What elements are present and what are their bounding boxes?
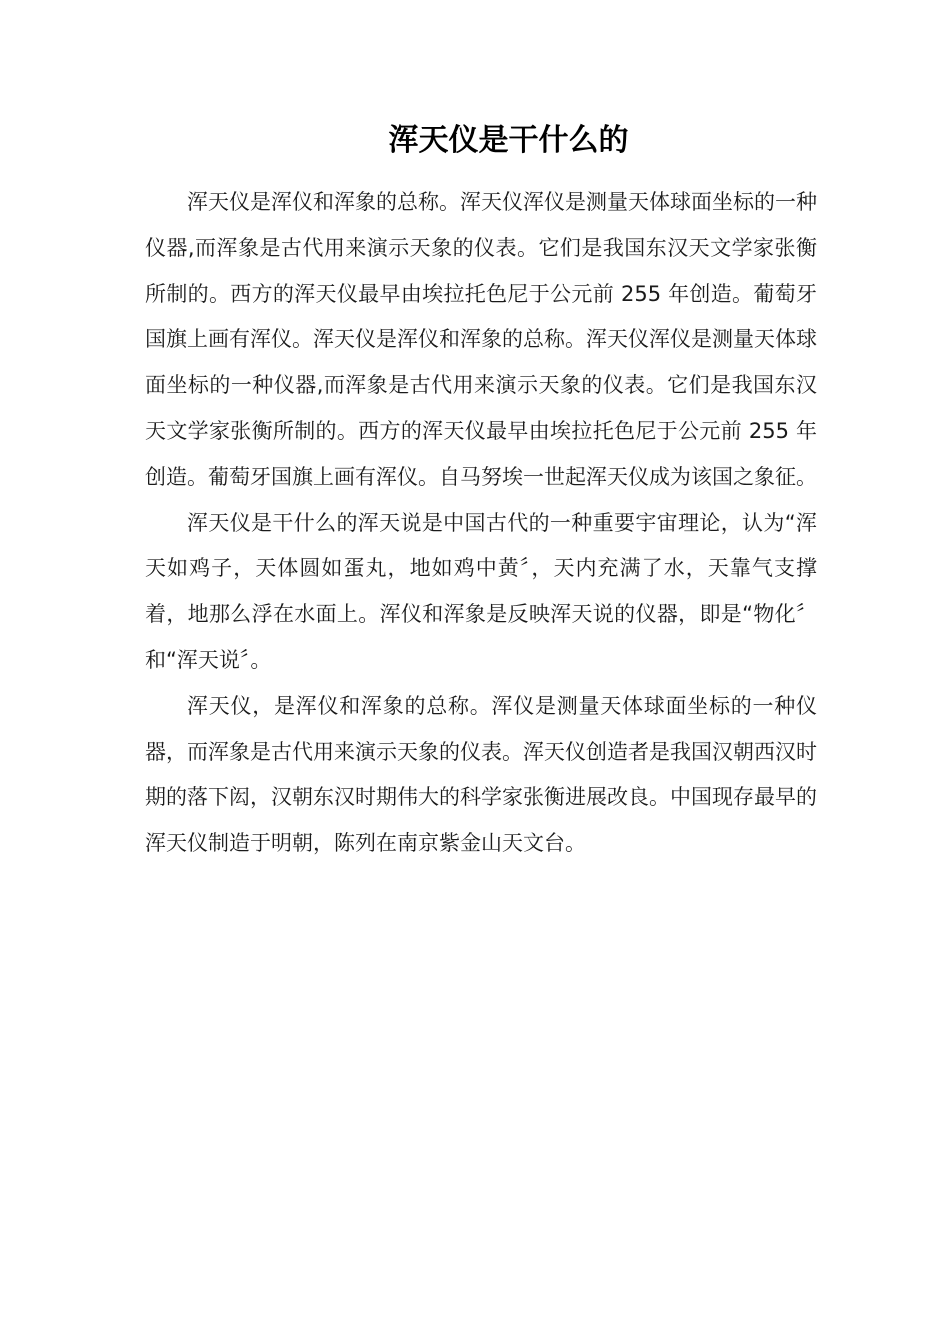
document-title: 浑天仪是干什么的 xyxy=(388,123,629,158)
document-body xyxy=(145,180,817,867)
paragraph-1: 浑天仪是浑仪和浑象的总称。浑天仪浑仪是测量天体球面坐标的一种仪器,而浑象是古代用来演示天象的仪表。它们是我国东汉天文学家张衡所制的。西方的浑天仪最早由埃拉托色尼于公元前 255 年创造。葡萄牙国旗上画有浑仪。浑天仪是浑仪和浑象的总称。浑天仪浑仪是测量天体球面坐标的一种仪器,而浑象是古代用来演示天象的仪表。它们是我国东汉天文学家张衡所制的。西方的浑天仪最早由埃拉托色尼于公元前 255 年创造。葡萄牙国旗上画有浑仪。自马努埃一世起浑天仪成为该国之象征。 xyxy=(145,190,817,489)
paragraph-2: 浑天仪是干什么的浑天说是中国古代的一种重要宇宙理论，认为“浑天如鸡子，天体圆如蛋丸，地如鸡中黄〞，天内充满了水，天靠气支撑着，地那么浮在水面上。浑仪和浑象是反映浑天说的仪器，即是“物化〞和“浑天说〞。 xyxy=(145,510,817,672)
paragraph-3: 浑天仪，是浑仪和浑象的总称。浑仪是测量天体球面坐标的一种仪器，而浑象是古代用来演示天象的仪表。浑天仪创造者是我国汉朝西汉时期的落下闳，汉朝东汉时期伟大的科学家张衡进展改良。中国现存最早的浑天仪制造于明朝，陈列在南京紫金山天文台。 xyxy=(145,693,817,856)
